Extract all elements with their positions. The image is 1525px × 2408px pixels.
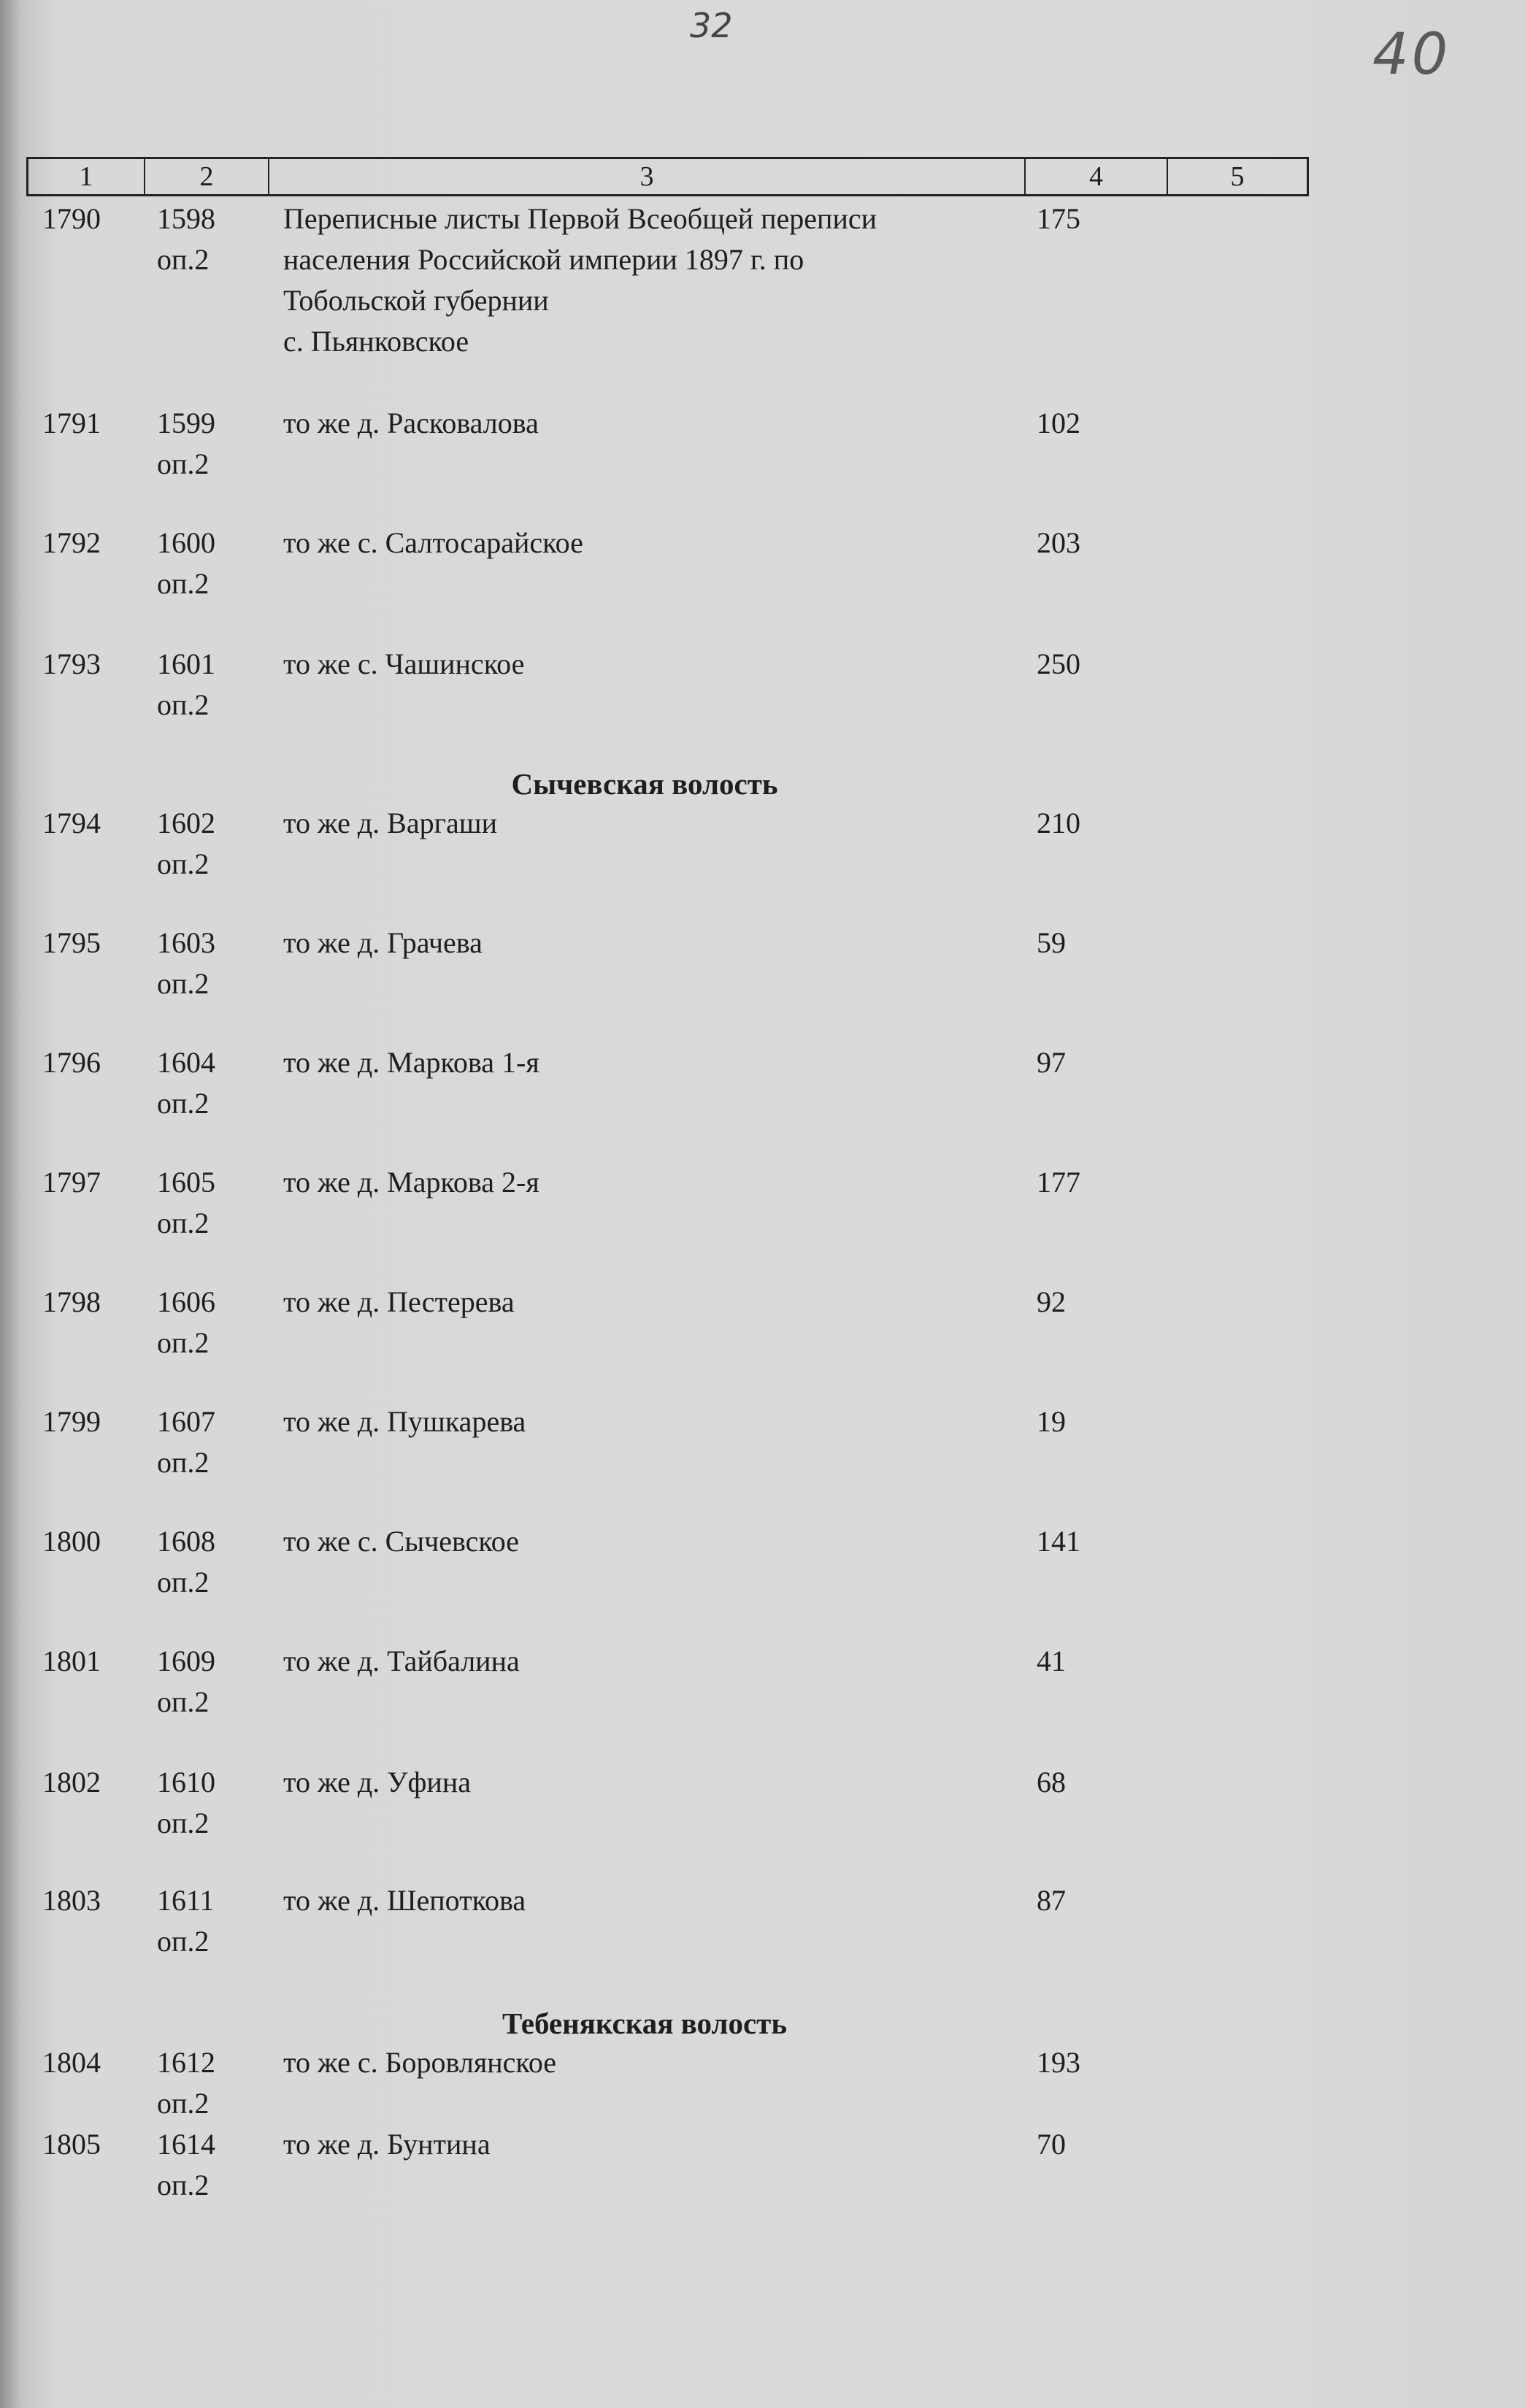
- sheet-count: 193: [1037, 2046, 1080, 2079]
- inventory-number: оп.2: [157, 1925, 210, 1958]
- section-heading: Тебенякская волость: [502, 2007, 788, 2040]
- description-line: то же д. Варгаши: [283, 807, 497, 839]
- description-line: то же д. Уфина: [283, 1766, 471, 1799]
- sheet-count: 177: [1037, 1166, 1080, 1199]
- column-header-5: 5: [1230, 161, 1245, 192]
- inventory-number: оп.2: [157, 1087, 210, 1120]
- fond-number: 1608: [157, 1525, 215, 1558]
- fond-number: 1606: [157, 1285, 215, 1318]
- inventory-number: оп.2: [157, 1685, 210, 1718]
- description-line: с. Пьянковское: [283, 325, 469, 358]
- description-line: то же д. Пестерева: [283, 1285, 515, 1318]
- description-line: то же д. Пушкарева: [283, 1405, 526, 1438]
- sheet-count: 19: [1037, 1405, 1066, 1438]
- sheet-count: 175: [1037, 202, 1080, 235]
- sheet-count: 41: [1037, 1645, 1066, 1677]
- row-number: 1790: [42, 202, 101, 235]
- row-number: 1803: [42, 1884, 101, 1917]
- row-number: 1794: [42, 807, 101, 839]
- inventory-number: оп.2: [157, 1566, 210, 1599]
- fond-number: 1605: [157, 1166, 215, 1199]
- description-line: то же д. Бунтина: [283, 2128, 491, 2161]
- description-line: населения Российской империи 1897 г. по: [283, 243, 804, 276]
- inventory-number: оп.2: [157, 2169, 210, 2201]
- description-line: то же с. Чашинское: [283, 647, 525, 680]
- row-number: 1795: [42, 926, 101, 959]
- sheet-count: 59: [1037, 926, 1066, 959]
- column-header-3: 3: [269, 159, 1026, 194]
- sheet-count: 203: [1037, 526, 1080, 559]
- column-header-4: 4: [1026, 159, 1168, 194]
- description-line: Тобольской губернии: [283, 284, 549, 317]
- fond-number: 1614: [157, 2128, 215, 2161]
- page-number: 32: [690, 6, 733, 45]
- sheet-count: 250: [1037, 647, 1080, 680]
- fond-number: 1604: [157, 1046, 215, 1079]
- inventory-number: оп.2: [157, 1326, 210, 1359]
- column-header-2: 2: [145, 159, 269, 194]
- description-line: то же с. Боровлянское: [283, 2046, 557, 2079]
- row-number: 1799: [42, 1405, 101, 1438]
- description-line: то же д. Грачева: [283, 926, 483, 959]
- sheet-count: 102: [1037, 407, 1080, 439]
- description-line: то же с. Сычевское: [283, 1525, 520, 1558]
- row-number: 1801: [42, 1645, 101, 1677]
- sheet-count: 87: [1037, 1884, 1066, 1917]
- row-number: 1802: [42, 1766, 101, 1799]
- row-number: 1792: [42, 526, 101, 559]
- row-number: 1798: [42, 1285, 101, 1318]
- inventory-number: оп.2: [157, 847, 210, 880]
- fond-number: 1607: [157, 1405, 215, 1438]
- inventory-number: оп.2: [157, 967, 210, 1000]
- fond-number: 1602: [157, 807, 215, 839]
- sheet-count: 210: [1037, 807, 1080, 839]
- row-number: 1805: [42, 2128, 101, 2161]
- description-line: то же д. Маркова 2-я: [283, 1166, 539, 1199]
- sheet-count: 70: [1037, 2128, 1066, 2161]
- sheet-count: 97: [1037, 1046, 1066, 1079]
- sheet-count: 68: [1037, 1766, 1066, 1799]
- sheet-count: 92: [1037, 1285, 1066, 1318]
- row-number: 1797: [42, 1166, 101, 1199]
- row-number: 1793: [42, 647, 101, 680]
- fond-number: 1609: [157, 1645, 215, 1677]
- inventory-number: оп.2: [157, 567, 210, 600]
- fond-number: 1610: [157, 1766, 215, 1799]
- section-heading: Сычевская волость: [511, 767, 778, 801]
- column-header-1: 1: [28, 159, 145, 194]
- description-line: то же д. Маркова 1-я: [283, 1046, 539, 1079]
- fond-number: 1603: [157, 926, 215, 959]
- description-line: то же д. Шепоткова: [283, 1884, 526, 1917]
- description-line: то же д. Тайбалина: [283, 1645, 520, 1677]
- row-number: 1804: [42, 2046, 101, 2079]
- description-line: Переписные листы Первой Всеобщей переписи: [283, 202, 877, 235]
- fond-number: 1599: [157, 407, 215, 439]
- folio-number: 40: [1372, 22, 1451, 88]
- inventory-number: оп.2: [157, 243, 210, 276]
- fond-number: 1600: [157, 526, 215, 559]
- sheet-count: 141: [1037, 1525, 1080, 1558]
- description-line: то же с. Салтосарайское: [283, 526, 583, 559]
- fond-number: 1611: [157, 1884, 215, 1917]
- fond-number: 1601: [157, 647, 215, 680]
- inventory-number: оп.2: [157, 1807, 210, 1839]
- inventory-number: оп.2: [157, 1446, 210, 1479]
- inventory-number: оп.2: [157, 688, 210, 721]
- fond-number: 1612: [157, 2046, 215, 2079]
- fond-number: 1598: [157, 202, 215, 235]
- row-number: 1791: [42, 407, 101, 439]
- inventory-number: оп.2: [157, 447, 210, 480]
- row-number: 1796: [42, 1046, 101, 1079]
- inventory-number: оп.2: [157, 2087, 210, 2120]
- inventory-number: оп.2: [157, 1207, 210, 1239]
- table-header: [26, 157, 1309, 196]
- row-number: 1800: [42, 1525, 101, 1558]
- description-line: то же д. Расковалова: [283, 407, 539, 439]
